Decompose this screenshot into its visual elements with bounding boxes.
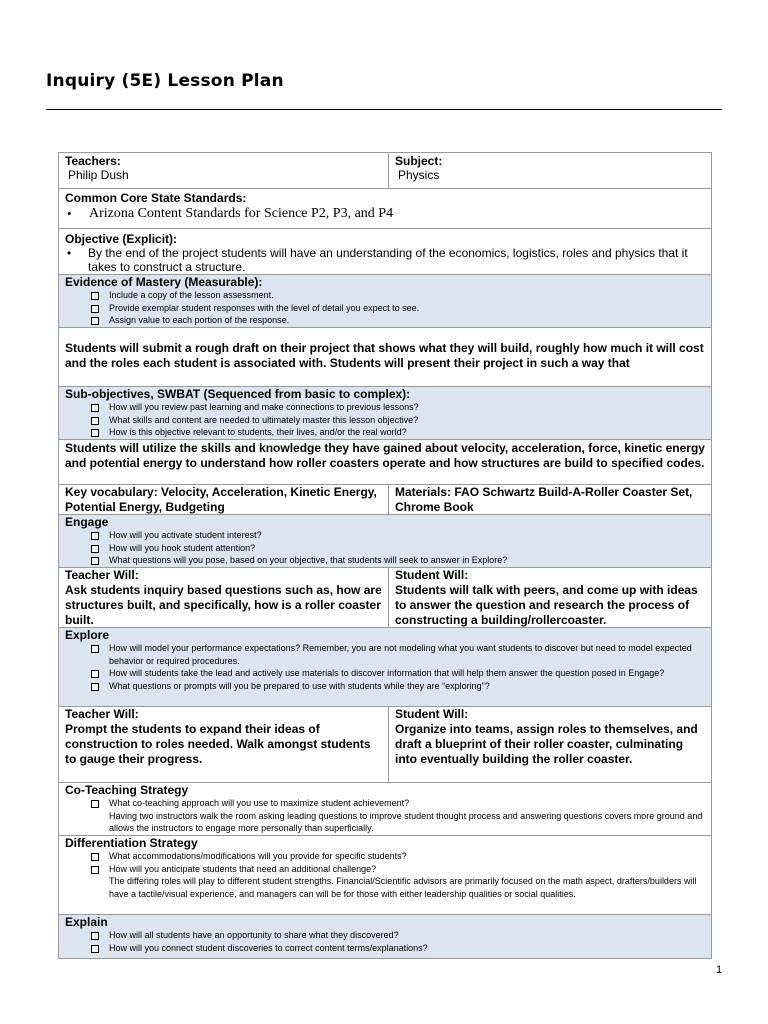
standards-item: • Arizona Content Standards for Science P2, P3, and P4 (65, 205, 705, 222)
differentiation-checklist (65, 850, 705, 875)
checklist-item: Provide exemplar student responses with the level of detail you expect to see. (89, 302, 705, 315)
checklist-item: How is this objective relevant to students, their lives, and/or the real world? (89, 426, 705, 439)
teachers-value: Philip Dush (68, 168, 129, 182)
lesson-plan-table (58, 152, 712, 959)
engage-student-text: Students will talk with peers, and come up with ideas to answer the question and research the process of constructing a building/rollercoaster. (395, 583, 698, 627)
subobjectives-section (59, 387, 711, 440)
page-number: 1 (716, 964, 723, 976)
checklist-item: How will students take the lead and actively use materials to discover information that will help them answer the question posed in Engage? (89, 667, 705, 680)
explore-teacher-cell (59, 707, 389, 782)
subject-cell (389, 153, 711, 188)
checklist-item: What accommodations/modifications will you provide for specific students? (89, 850, 705, 863)
vocabulary-cell (59, 485, 389, 514)
coteaching-response: Having two instructors walk the room asking leading questions to improve student thought process and answering questions covers more ground and allows the instructors to engage more personally than superficially. (109, 810, 703, 834)
checklist-item: What co-teaching approach will you use to maximize student achievement? (89, 797, 705, 810)
mastery-response-text: Students will submit a rough draft on their project that shows what they will build, roughly how much it will cost and the roles each student is associated with. Students will present their project in such a way that (65, 341, 704, 370)
checklist-item: What skills and content are needed to ultimately master this lesson objective? (89, 414, 705, 427)
checklist-item: How will model your performance expectations? Remember, you are not modeling what you want students to discover but need to model expected behavior or required procedures. (89, 642, 705, 667)
checklist-item: How will you review past learning and make connections to previous lessons? (89, 401, 705, 414)
checklist-item: How will you hook student attention? (89, 542, 705, 555)
checklist-item: Include a copy of the lesson assessment. (89, 289, 705, 302)
checklist-item: How will you connect student discoveries to correct content terms/explanations? (89, 942, 705, 955)
materials-text: Materials: FAO Schwartz Build-A-Roller Coaster Set, Chrome Book (395, 485, 693, 514)
checklist-item: How will you activate student interest? (89, 529, 705, 542)
explore-roles-row (59, 707, 711, 783)
explore-student-label: Student Will: (395, 707, 469, 721)
explore-student-cell (389, 707, 711, 782)
explore-section (59, 628, 711, 707)
checklist-item: What questions will you pose, based on your objective, that students will seek to answer in Explore? (89, 554, 705, 567)
engage-student-cell (389, 568, 711, 627)
mastery-response (59, 328, 711, 387)
vocabulary-text: Key vocabulary: Velocity, Acceleration, Kinetic Energy, Potential Energy, Budgeting (65, 485, 377, 514)
objective-section (59, 229, 711, 275)
standards-section (59, 189, 711, 229)
standards-label: Common Core State Standards: (65, 191, 247, 205)
subobjectives-label: Sub-objectives, SWBAT (Sequenced from basic to complex): (65, 387, 411, 401)
engage-teacher-text: Ask students inquiry based questions such as, how are structures built, and specifically, how is a roller coaster built. (65, 583, 382, 627)
explain-checklist (65, 929, 705, 954)
engage-teacher-cell (59, 568, 389, 627)
checklist-item: What questions or prompts will you be prepared to use with students while they are “exploring”? (89, 680, 705, 693)
differentiation-response: The differing roles will play to different student strengths. Financial/Scientific advisors are primarily focused on the math aspect, drafters/builders will have a tactile/visual experience, and managers can will be for those with either leadership qualities or social qualities. (109, 876, 697, 899)
teachers-label: Teachers: (65, 154, 121, 168)
engage-label: Engage (65, 515, 109, 529)
checklist-item: Assign value to each portion of the response. (89, 314, 705, 327)
subobjectives-checklist (65, 401, 705, 439)
coteaching-section (59, 783, 711, 836)
title-divider (46, 109, 722, 110)
mastery-checklist (65, 289, 705, 327)
engage-teacher-label: Teacher Will: (65, 568, 139, 582)
engage-student-label: Student Will: (395, 568, 469, 582)
objective-text: • By the end of the project students will have an understanding of the economics, logistics, roles and physics that it takes to construct a structure. (65, 246, 705, 274)
materials-cell (389, 485, 711, 514)
vocab-row (59, 485, 711, 515)
subobjectives-response-text: Students will utilize the skills and knowledge they have gained about velocity, acceleration, force, kinetic energy and potential energy to understand how roller coasters operate and how structures are build to specified codes. (65, 441, 705, 470)
differentiation-label: Differentiation Strategy (65, 836, 198, 850)
explore-student-text: Organize into teams, assign roles to themselves, and draft a blueprint of their roller coaster, culminating into eventually building the roller coaster. (395, 722, 698, 766)
engage-section (59, 515, 711, 568)
explain-section (59, 915, 711, 958)
explain-label: Explain (65, 915, 108, 929)
checklist-item: How will all students have an opportunity to share what they discovered? (89, 929, 705, 942)
header-row (59, 153, 711, 189)
subject-value: Physics (398, 168, 440, 182)
differentiation-section (59, 836, 711, 915)
explore-label: Explore (65, 628, 110, 642)
engage-roles-row (59, 568, 711, 628)
explore-checklist (65, 642, 705, 692)
mastery-section (59, 275, 711, 328)
document-title: Inquiry (5E) Lesson Plan (46, 71, 284, 91)
checklist-item: How will you anticipate students that need an additional challenge? (89, 863, 705, 876)
engage-checklist (65, 529, 705, 567)
subject-label: Subject: (395, 154, 443, 168)
coteaching-checklist (65, 797, 705, 810)
mastery-label: Evidence of Mastery (Measurable): (65, 275, 263, 289)
coteaching-label: Co-Teaching Strategy (65, 783, 189, 797)
subobjectives-response (59, 440, 711, 485)
explore-teacher-text: Prompt the students to expand their ideas of construction to roles needed. Walk amongst students to gauge their progress. (65, 722, 371, 766)
teachers-cell (59, 153, 389, 188)
objective-label: Objective (Explicit): (65, 232, 178, 246)
explore-teacher-label: Teacher Will: (65, 707, 139, 721)
